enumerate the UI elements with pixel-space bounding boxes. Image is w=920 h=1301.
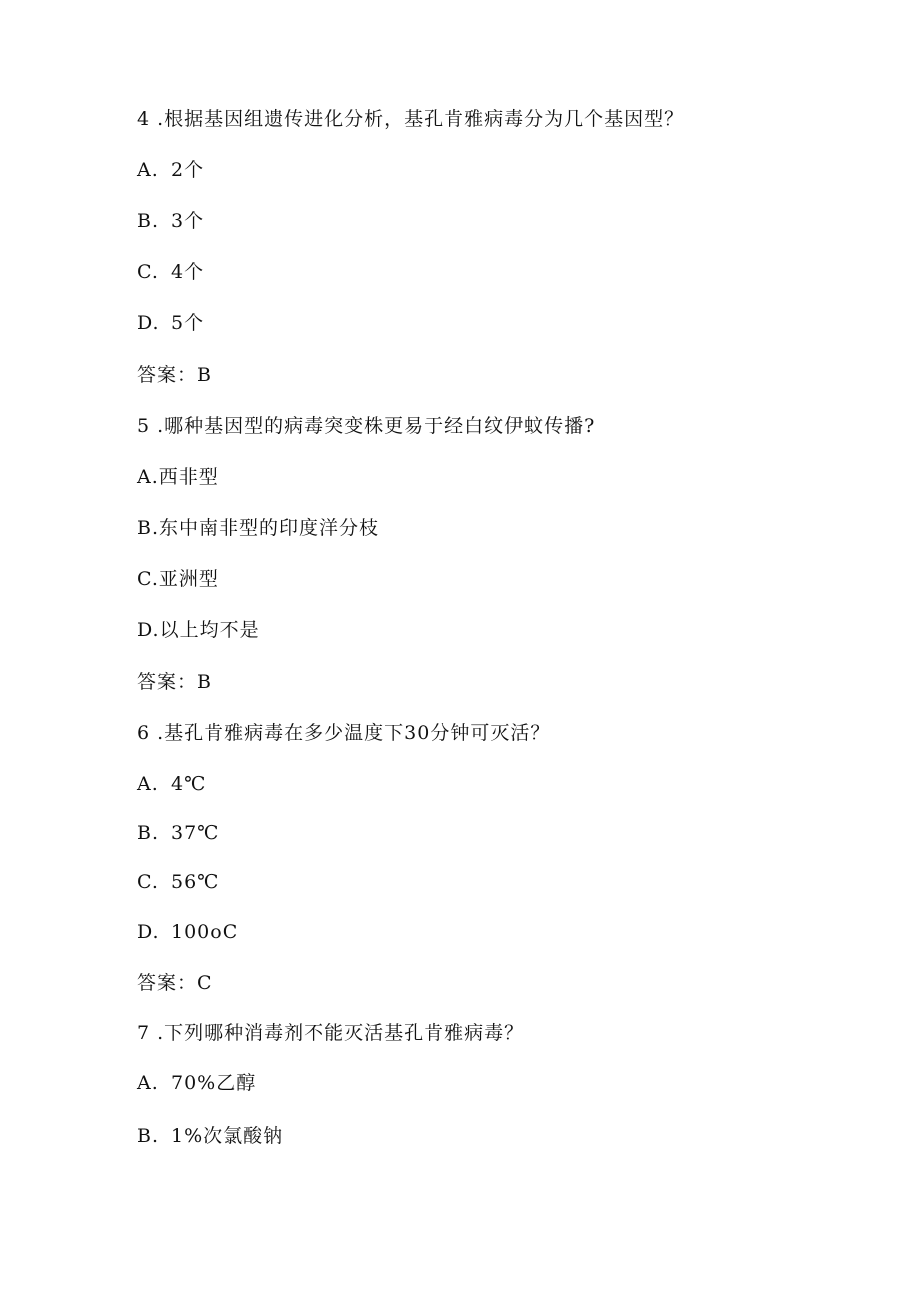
option-letter: C. [137,261,159,283]
option-text: 亚洲型 [158,568,219,590]
question-4-answer: 答案：B [137,364,212,386]
option-letter: A. [137,159,159,181]
option-text: 以上均不是 [159,619,260,641]
question-7-option-a [137,1070,256,1096]
option-letter: A. [137,773,159,795]
option-letter: C. [137,568,159,590]
option-letter: C. [137,871,159,893]
question-7-stem: 7 .下列哪种消毒剂不能灭活基孔肯雅病毒？ [137,1022,525,1044]
question-6-answer: 答案：C [137,972,213,994]
option-text: 2个 [171,159,205,181]
option-letter: B. [137,210,160,232]
option-letter: A. [137,1072,159,1094]
question-6-option-d [137,919,238,945]
question-4-option-b [137,208,204,234]
question-6-stem: 6 .基孔肯雅病毒在多少温度下30分钟可灭活？ [137,722,551,744]
option-letter: A. [137,466,159,488]
option-letter: D. [137,921,160,943]
option-text: 1%次氯酸钠 [171,1125,284,1147]
option-letter: D. [137,312,160,334]
question-4-option-a [137,157,204,183]
question-5-option-c [137,566,219,592]
option-letter: D. [137,619,160,641]
option-text: 西非型 [158,466,219,488]
option-text: 70%乙醇 [171,1072,257,1094]
option-text: 100oC [171,921,239,943]
question-6-option-b [137,820,219,846]
option-letter: B. [137,822,160,844]
option-text: 5个 [171,312,205,334]
question-5-answer: 答案：B [137,671,212,693]
question-4-option-d [137,310,204,336]
question-5-stem: 5 .哪种基因型的病毒突变株更易于经白纹伊蚊传播? [137,415,596,437]
option-text: 3个 [171,210,205,232]
question-5-option-a [137,464,219,490]
question-7-option-b [137,1123,283,1149]
question-4-stem: 4 .根据基因组遗传进化分析，基孔肯雅病毒分为几个基因型？ [137,108,685,130]
option-text: 56℃ [171,871,220,893]
question-5-option-b [137,515,379,541]
question-4-option-c [137,259,204,285]
option-text: 4℃ [171,773,207,795]
option-letter: B. [137,517,160,539]
question-6-option-a [137,771,206,797]
option-text: 37℃ [171,822,220,844]
question-6-option-c [137,869,219,895]
option-letter: B. [137,1125,160,1147]
option-text: 东中南非型的印度洋分枝 [159,517,380,539]
question-5-option-d [137,617,260,643]
option-text: 4个 [171,261,205,283]
